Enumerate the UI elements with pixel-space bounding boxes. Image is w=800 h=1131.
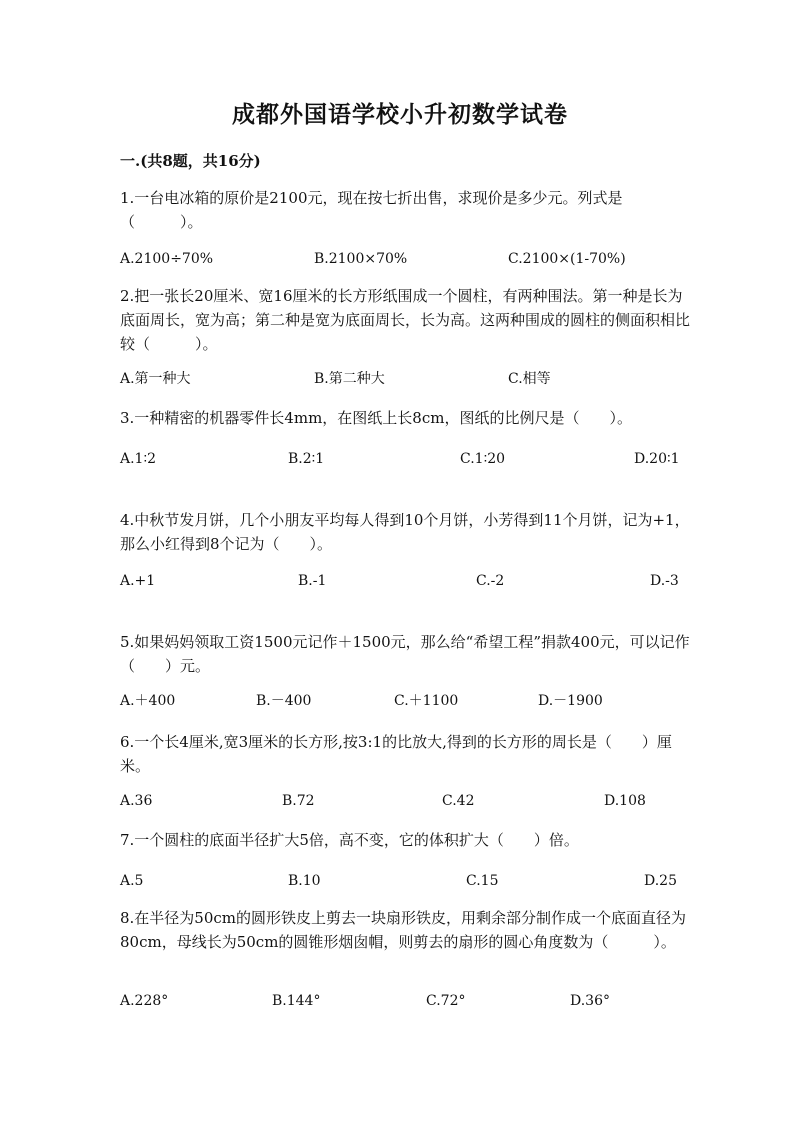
option-d[interactable]: D.-3 xyxy=(650,573,679,589)
option-c[interactable]: C.1∶20 xyxy=(460,451,506,467)
question-text: 3.一种精密的机器零件长4mm，在图纸上长8cm，图纸的比例尺是（ ）。 xyxy=(120,409,632,427)
option-c[interactable]: C.42 xyxy=(442,793,475,809)
option-c[interactable]: C.-2 xyxy=(476,573,505,589)
option-c[interactable]: C.相等 xyxy=(508,371,551,387)
section-header: 一.(共8题，共16分) xyxy=(120,152,261,170)
page-title: 成都外国语学校小升初数学试卷 xyxy=(232,101,568,128)
option-c[interactable]: C.2100×(1-70%) xyxy=(508,251,626,267)
question-text: 7.一个圆柱的底面半径扩大5倍，高不变，它的体积扩大（ ）倍。 xyxy=(120,831,579,849)
option-c[interactable]: C.15 xyxy=(466,873,499,889)
option-d[interactable]: D.20∶1 xyxy=(634,451,680,467)
option-b[interactable]: B.2∶1 xyxy=(288,451,325,467)
option-a[interactable]: A.2100÷70% xyxy=(120,251,214,267)
question-text: 1.一台电冰箱的原价是2100元，现在按七折出售，求现价是多少元。列式是（ ）。 xyxy=(120,189,623,231)
option-a[interactable]: A.228° xyxy=(120,993,169,1009)
option-b[interactable]: B.第二种大 xyxy=(314,371,385,387)
option-d[interactable]: D.108 xyxy=(604,793,646,809)
option-b[interactable]: B.-1 xyxy=(298,573,327,589)
option-b[interactable]: B.144° xyxy=(272,993,321,1009)
option-d[interactable]: D.36° xyxy=(570,993,610,1009)
option-c[interactable]: C.＋1100 xyxy=(394,693,459,709)
option-b[interactable]: B.－400 xyxy=(256,693,312,709)
question-text: 6.一个长4厘米,宽3厘米的长方形,按3:1的比放大,得到的长方形的周长是（ ）厘米。 xyxy=(120,733,672,775)
option-a[interactable]: A.1∶2 xyxy=(120,451,157,467)
option-b[interactable]: B.72 xyxy=(282,793,315,809)
option-b[interactable]: B.2100×70% xyxy=(314,251,408,267)
question-text: 5.如果妈妈领取工资1500元记作＋1500元，那么给“希望工程”捐款400元，可以记作（ ）元。 xyxy=(120,633,690,675)
question-text: 4.中秋节发月饼，几个小朋友平均每人得到10个月饼，小芳得到11个月饼，记为+1，那么小红得到8个记为（ ）。 xyxy=(120,511,690,553)
option-a[interactable]: A.＋400 xyxy=(120,693,176,709)
option-c[interactable]: C.72° xyxy=(426,993,466,1009)
option-b[interactable]: B.10 xyxy=(288,873,321,889)
option-d[interactable]: D.－1900 xyxy=(538,693,603,709)
option-a[interactable]: A.36 xyxy=(120,793,153,809)
option-a[interactable]: A.第一种大 xyxy=(120,371,191,387)
question-text: 8.在半径为50cm的圆形铁皮上剪去一块扇形铁皮，用剩余部分制作成一个底面直径为80cm，母线长为50cm的圆锥形烟囱帽，则剪去的扇形的圆心角度数为（ ）。 xyxy=(120,909,687,951)
option-d[interactable]: D.25 xyxy=(644,873,677,889)
question-text: 2.把一张长20厘米、宽16厘米的长方形纸围成一个圆柱，有两种围法。第一种是长为底面周长，宽为高；第二种是宽为底面周长，长为高。这两种围成的圆柱的侧面积相比较（ ）。 xyxy=(120,287,691,353)
option-a[interactable]: A.+1 xyxy=(120,573,156,589)
option-a[interactable]: A.5 xyxy=(120,873,144,889)
